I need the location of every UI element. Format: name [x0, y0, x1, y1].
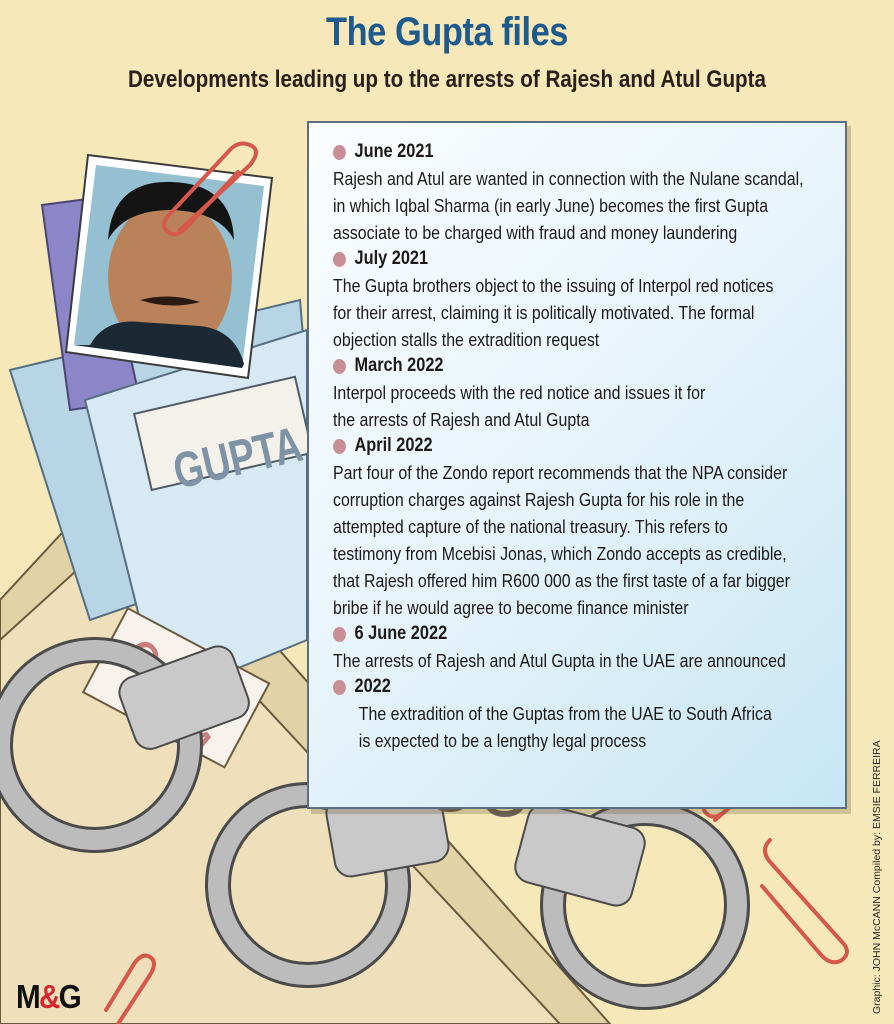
timeline-text: The arrests of Rajesh and Atul Gupta in the UAE are announced [333, 650, 786, 671]
graphic-credit: Graphic: JOHN McCANN Compiled by: EMSIE FERREIRA [871, 740, 883, 1014]
timeline-text: The extradition of the Guptas from the UAE to South Africa is expected to be a lengthy legal process [358, 703, 772, 751]
timeline-list [333, 139, 804, 754]
timeline-date: 6 June 2022 [354, 623, 448, 644]
page-subtitle: Developments leading up to the arrests of Rajesh and Atul Gupta [127, 66, 767, 93]
timeline-entry [333, 139, 804, 246]
timeline-entry [333, 674, 772, 754]
page-title: The Gupta files [325, 10, 569, 54]
timeline-entry [333, 353, 763, 433]
logo-ampersand: & [38, 978, 59, 1015]
logo-part: G [58, 978, 80, 1015]
bullet-dot-icon [333, 359, 346, 374]
timeline-entry [333, 246, 774, 353]
timeline-panel [307, 121, 847, 809]
gupta-photo [66, 155, 272, 378]
timeline-text: The Gupta brothers object to the issuing of Interpol red notices for their arrest, claiming it is politically motivated. The formal objection stalls the extradition request [333, 275, 774, 350]
bullet-dot-icon [333, 439, 346, 454]
mg-logo [16, 978, 80, 1016]
timeline-date: March 2022 [354, 355, 444, 376]
bullet-dot-icon [333, 145, 346, 160]
timeline-entry [333, 433, 790, 621]
bullet-dot-icon [333, 680, 346, 695]
bullet-dot-icon [333, 627, 346, 642]
timeline-text: Part four of the Zondo report recommends that the NPA consider corruption charges against Rajesh Gupta for his role in the attempted capture of the national treasury. This refers to testimony from Mcebisi Jonas, which Zondo accepts as credible, that Rajesh offered him R600 000 as the first taste of a far bigger bribe if he would agree to become finance minister [333, 462, 790, 618]
bullet-dot-icon [333, 252, 346, 267]
folder-label-1: GUPTA [168, 406, 348, 500]
timeline-text: Rajesh and Atul are wanted in connection with the Nulane scandal, in which Iqbal Sharma (in early June) becomes the first Gupta associate to be charged with fraud and money laundering [333, 168, 804, 243]
logo-part: M [16, 978, 39, 1015]
timeline-date: 2022 [354, 676, 391, 697]
timeline-date: April 2022 [354, 435, 433, 456]
timeline-date: July 2021 [354, 248, 429, 269]
timeline-date: June 2021 [354, 141, 434, 162]
timeline-text: Interpol proceeds with the red notice and issues it for the arrests of Rajesh and Atul Gupta [333, 382, 706, 430]
timeline-entry [333, 621, 786, 674]
